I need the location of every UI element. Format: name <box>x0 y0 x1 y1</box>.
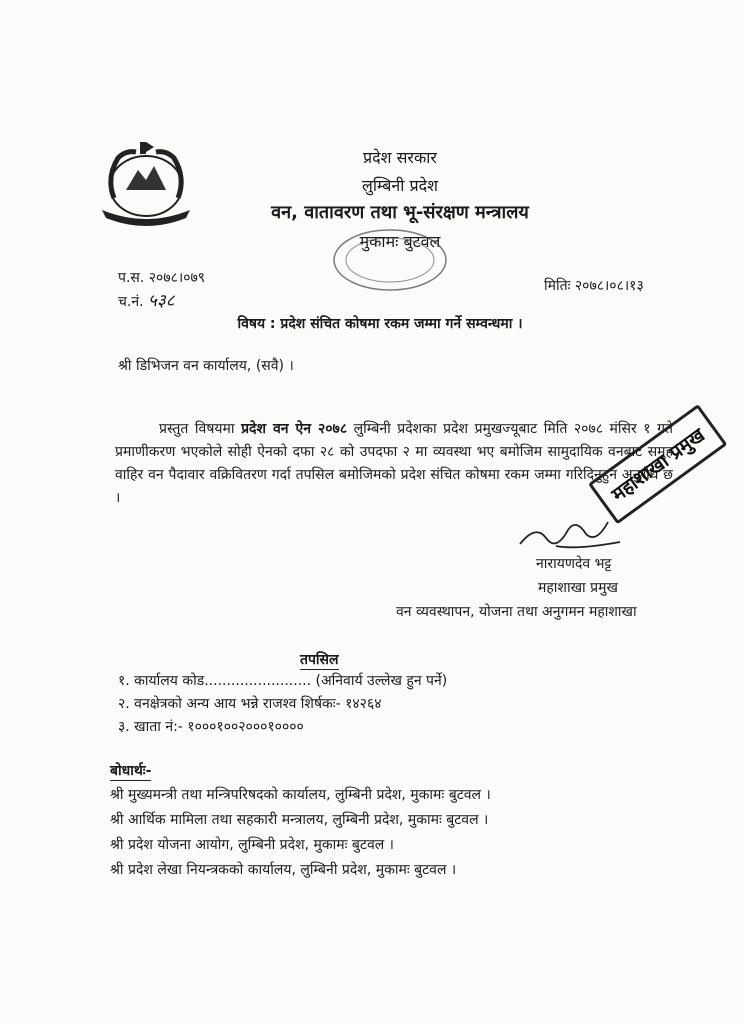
signer-name: नारायणदेव भट्ट <box>536 556 612 572</box>
letter-date: मितिः २०७८।०८।१३ <box>544 278 644 294</box>
cc-list <box>110 785 491 885</box>
designation-stamp: महाशाखा प्रमुख <box>588 404 727 524</box>
chalani-label: च.नं. <box>118 294 144 310</box>
header-line1: प्रदेश सरकार <box>363 148 437 167</box>
body-bold-part: प्रदेश वन ऐन २०७८ <box>241 421 348 437</box>
patra-sankhya: प.स. २०७८।०७९ <box>118 270 206 286</box>
office-seal-stamp <box>330 226 450 294</box>
body-part2: लुम्बिनी प्रदेशका प्रदेश प्रमुखज्यूबाट मिति २०७८ मंसिर १ गते प्रमाणीकरण भएकोले सोही ऐनको दफा २८ को उपदफा २ मा व्यवस्था भए बमोजिम सामुदायिक वनबाट समुह वाहिर वन पैदावार वक्रिवितरण गर्दा तपसिल बमोजिमको प्रदेश संचित कोषमा रकम जम्मा गरिदिनुहुन अनुरोध छ । <box>115 421 673 506</box>
tapsil-item-3: ३. खाता नं:- १०००१००२०००१०००० <box>118 719 304 735</box>
body-paragraph <box>115 418 673 510</box>
body-part1: प्रस्तुत विषयमा <box>159 421 242 437</box>
header-line2: लुम्बिनी प्रदेश <box>362 176 438 195</box>
tapsil-item-2: २. वनक्षेत्रको अन्य आय भन्ने राजश्व शिर्षकः- १४२६४ <box>118 696 382 712</box>
addressee: श्री डिभिजन वन कार्यालय, (सवै) । <box>118 358 294 374</box>
subject-line: विषय : प्रदेश संचित कोषमा रकम जम्मा गर्ने सम्वन्धमा । <box>237 316 523 332</box>
nepal-emblem-icon <box>96 138 196 230</box>
cc-item: श्री प्रदेश योजना आयोग, लुम्बिनी प्रदेश, मुकामः बुटवल । <box>110 837 394 853</box>
ministry-title: वन, वातावरण तथा भू-संरक्षण मन्त्रालय <box>271 202 529 223</box>
cc-item: श्री मुख्यमन्त्री तथा मन्त्रिपरिषदको कार्यालय, लुम्बिनी प्रदेश, मुकामः बुटवल । <box>110 787 491 803</box>
cc-item: श्री आर्थिक मामिला तथा सहकारी मन्त्रालय, लुम्बिनी प्रदेश, मुकामः बुटवल । <box>110 812 489 828</box>
header-location: मुकामः बुटवल <box>359 232 441 251</box>
handwritten-signature <box>516 514 626 554</box>
chalani-number <box>118 288 175 311</box>
chalani-handwritten: ५३८ <box>148 291 175 311</box>
tapsil-item-1: १. कार्यालय कोड........................ (अनिवार्य उल्लेख हुन पर्ने) <box>118 673 448 689</box>
cc-heading: बोधार्थः- <box>110 763 152 779</box>
signer-division: वन व्यवस्थापन, योजना तथा अनुगमन महाशाखा <box>396 604 637 620</box>
tapsil-title: तपसिल <box>300 652 339 668</box>
signer-title: महाशाखा प्रमुख <box>538 580 618 596</box>
cc-item: श्री प्रदेश लेखा नियन्त्रकको कार्यालय, लुम्बिनी प्रदेश, मुकामः बुटवल । <box>110 862 457 878</box>
